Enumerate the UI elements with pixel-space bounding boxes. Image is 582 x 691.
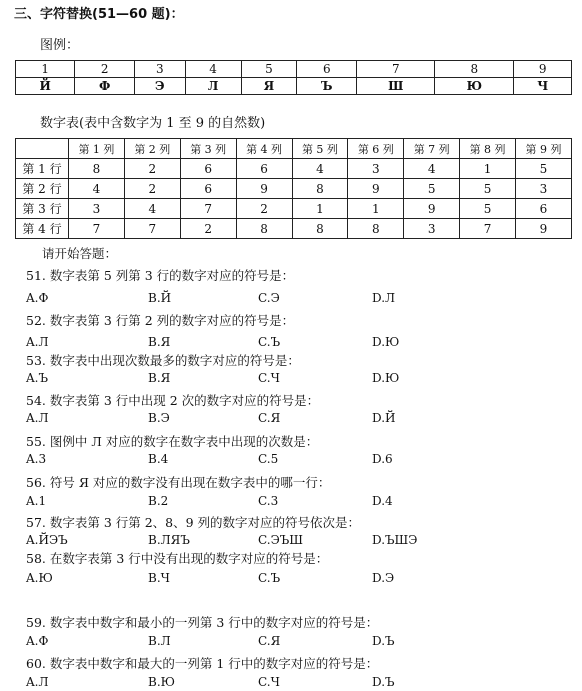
table-cell: 8 [348, 219, 404, 239]
table-cell: 2 [124, 179, 180, 199]
legend-symbol-row [16, 78, 572, 95]
legend-number: 2 [75, 61, 135, 78]
question-58: 58. 在数字表第 3 行中没有出现的数字对应的符号是： [26, 551, 329, 566]
option-b[interactable]: B.Л [148, 634, 171, 648]
option-d[interactable]: D.Й [372, 411, 396, 425]
table-cell: 9 [404, 199, 460, 219]
legend-number: 3 [134, 61, 185, 78]
legend-symbol: Э [134, 78, 185, 95]
table-cell: 1 [460, 159, 516, 179]
table-cell: 8 [236, 219, 292, 239]
question-54: 54. 数字表第 3 行中出现 2 次的数字对应的符号是： [26, 393, 320, 408]
table-cell: 3 [516, 179, 572, 199]
table-cell: 1 [348, 199, 404, 219]
question-52: 52. 数字表第 3 行第 2 列的数字对应的符号是： [26, 313, 295, 328]
legend-symbol: Я [241, 78, 297, 95]
legend-symbol: Й [16, 78, 75, 95]
section-title: 三、字符替换(51—60 题)： [14, 7, 184, 22]
option-a[interactable]: A.Л [26, 675, 49, 689]
option-a[interactable]: A.1 [26, 494, 47, 508]
option-c[interactable]: C.Э [258, 291, 280, 305]
option-c[interactable]: C.Ч [258, 371, 280, 385]
question-56: 56. 符号 Я 对应的数字没有出现在数字表中的哪一行： [26, 475, 331, 490]
question-59: 59. 数字表中数字和最小的一列第 3 行中的数字对应的符号是： [26, 615, 379, 630]
option-c[interactable]: C.3 [258, 494, 279, 508]
option-a[interactable]: A.Ю [26, 571, 53, 585]
table-cell: 7 [124, 219, 180, 239]
option-c[interactable]: C.Я [258, 634, 281, 648]
table-cell: 2 [124, 159, 180, 179]
column-header: 第 7 列 [404, 139, 460, 159]
table-cell: 1 [292, 199, 348, 219]
row-label: 第 2 行 [16, 179, 69, 199]
option-b[interactable]: B.4 [148, 452, 169, 466]
option-a[interactable]: A.Ф [26, 291, 49, 305]
legend-number-row [16, 61, 572, 78]
table-cell: 8 [292, 219, 348, 239]
option-d[interactable]: D.Ъ [372, 634, 395, 648]
option-d[interactable]: D.Ю [372, 335, 400, 349]
option-a[interactable]: A.Л [26, 335, 49, 349]
legend-symbol: Ю [435, 78, 514, 95]
option-a[interactable]: A.Ъ [26, 371, 49, 385]
table-cell: 9 [236, 179, 292, 199]
question-55: 55. 图例中 Л 对应的数字在数字表中出现的次数是： [26, 434, 319, 449]
column-header: 第 1 列 [69, 139, 125, 159]
column-header: 第 3 列 [180, 139, 236, 159]
start-prompt: 请开始答题： [42, 246, 118, 261]
legend-symbol: Л [185, 78, 241, 95]
option-a[interactable]: A.Л [26, 411, 49, 425]
table-cell: 5 [460, 179, 516, 199]
option-a[interactable]: A.3 [26, 452, 47, 466]
option-d[interactable]: D.6 [372, 452, 393, 466]
question-57: 57. 数字表第 3 行第 2、8、9 列的数字对应的符号依次是： [26, 515, 361, 530]
table-cell: 4 [404, 159, 460, 179]
option-b[interactable]: B.Ч [148, 571, 170, 585]
table-cell: 2 [236, 199, 292, 219]
table-cell: 6 [516, 199, 572, 219]
option-c[interactable]: C.Я [258, 411, 281, 425]
legend-number: 8 [435, 61, 514, 78]
option-b[interactable]: B.Й [148, 291, 172, 305]
column-header: 第 4 列 [236, 139, 292, 159]
table-title: 数字表(表中含数字为 1 至 9 的自然数) [40, 116, 266, 131]
column-header: 第 9 列 [516, 139, 572, 159]
option-b[interactable]: B.Э [148, 411, 170, 425]
option-b[interactable]: B.2 [148, 494, 169, 508]
row-label: 第 1 行 [16, 159, 69, 179]
legend-symbol: Ф [75, 78, 135, 95]
column-header: 第 6 列 [348, 139, 404, 159]
option-d[interactable]: D.Л [372, 291, 396, 305]
table-cell: 7 [460, 219, 516, 239]
option-d[interactable]: D.Ю [372, 371, 400, 385]
table-cell: 4 [292, 159, 348, 179]
option-c[interactable]: C.Ъ [258, 335, 281, 349]
table-cell: 5 [516, 159, 572, 179]
table-row [16, 199, 572, 219]
option-b[interactable]: B.Я [148, 371, 171, 385]
option-c[interactable]: C.ЭЪШ [258, 533, 303, 547]
legend-number: 1 [16, 61, 75, 78]
table-cell: 7 [180, 199, 236, 219]
legend-label: 图例： [40, 38, 80, 53]
table-cell: 5 [460, 199, 516, 219]
table-cell: 5 [404, 179, 460, 199]
number-table-header [16, 139, 572, 159]
row-label: 第 3 行 [16, 199, 69, 219]
legend-table [15, 60, 572, 95]
table-cell: 4 [124, 199, 180, 219]
table-cell: 3 [404, 219, 460, 239]
option-b[interactable]: B.Ю [148, 675, 175, 689]
legend-symbol: Ш [357, 78, 435, 95]
legend-symbol: Ч [514, 78, 572, 95]
column-header: 第 8 列 [460, 139, 516, 159]
option-b[interactable]: B.Я [148, 335, 171, 349]
option-a[interactable]: A.ЙЭЪ [26, 533, 68, 547]
table-cell: 6 [236, 159, 292, 179]
legend-symbol: Ъ [297, 78, 357, 95]
option-d[interactable]: D.Э [372, 571, 395, 585]
table-row [16, 159, 572, 179]
legend-number: 7 [357, 61, 435, 78]
table-cell: 9 [348, 179, 404, 199]
table-cell: 6 [180, 159, 236, 179]
legend-number: 4 [185, 61, 241, 78]
question-60: 60. 数字表中数字和最大的一列第 1 行中的数字对应的符号是： [26, 656, 379, 671]
option-b[interactable]: B.ЛЯЪ [148, 533, 190, 547]
table-cell: 9 [516, 219, 572, 239]
table-cell: 8 [292, 179, 348, 199]
table-cell: 3 [348, 159, 404, 179]
legend-number: 5 [241, 61, 297, 78]
option-d[interactable]: D.Ъ [372, 675, 395, 689]
column-header [16, 139, 69, 159]
table-row [16, 219, 572, 239]
option-c[interactable]: C.Ч [258, 675, 280, 689]
option-c[interactable]: C.Ъ [258, 571, 281, 585]
column-header: 第 5 列 [292, 139, 348, 159]
option-d[interactable]: D.4 [372, 494, 393, 508]
table-cell: 4 [69, 179, 125, 199]
column-header: 第 2 列 [124, 139, 180, 159]
question-53: 53. 数字表中出现次数最多的数字对应的符号是： [26, 353, 300, 368]
option-d[interactable]: D.ЪШЭ [372, 533, 418, 547]
table-cell: 6 [180, 179, 236, 199]
legend-number: 6 [297, 61, 357, 78]
option-c[interactable]: C.5 [258, 452, 279, 466]
number-table [15, 138, 572, 239]
table-row [16, 179, 572, 199]
table-cell: 2 [180, 219, 236, 239]
option-a[interactable]: A.Ф [26, 634, 49, 648]
legend-number: 9 [514, 61, 572, 78]
table-cell: 8 [69, 159, 125, 179]
table-cell: 7 [69, 219, 125, 239]
table-cell: 3 [69, 199, 125, 219]
row-label: 第 4 行 [16, 219, 69, 239]
question-51: 51. 数字表第 5 列第 3 行的数字对应的符号是： [26, 268, 295, 283]
